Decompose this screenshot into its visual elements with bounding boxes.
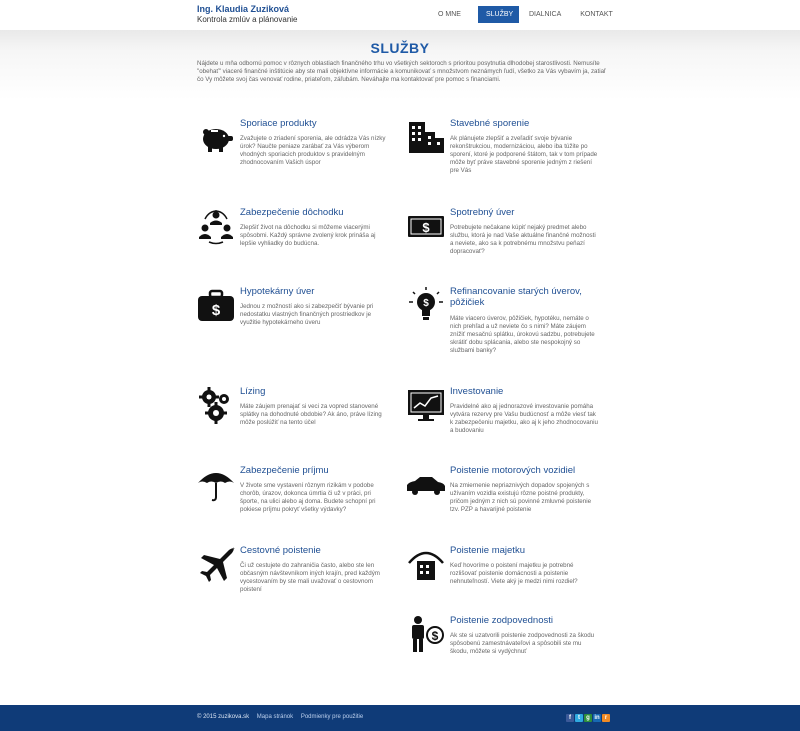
service-desc: Zlepšiť život na dôchodku si môžeme viacerými spôsobmi. Každý správne zvolený krok prináša aj lepšie vyhliadky do budúcna.: [240, 224, 376, 247]
service-title[interactable]: Poistenie zodpovednosti: [450, 615, 553, 626]
page-title: SLUŽBY: [370, 40, 430, 56]
top-bar: [0, 0, 800, 30]
service-title[interactable]: Zabezpečenie dôchodku: [240, 207, 344, 218]
svg-text:$: $: [431, 629, 439, 643]
svg-text:$: $: [422, 220, 430, 235]
service-title[interactable]: Zabezpečenie príjmu: [240, 465, 329, 476]
service-title[interactable]: Refinancovanie starých úverov, pôžičiek: [450, 286, 582, 308]
footer-link-sitemap[interactable]: Mapa stránok: [256, 714, 294, 720]
service-title[interactable]: Poistenie majetku: [450, 545, 525, 556]
service-desc: Máte záujem prenajať si veci za vopred stanovené splátky na dohodnuté obdobie? Ak áno, práve lízing môže poslúžiť na tento účel: [240, 403, 382, 426]
footer: [0, 705, 800, 731]
service-desc: Ak plánujete zlepšiť a zveľadiť svoje bývanie rekonštrukciou, modernizáciou, alebo iba túžite po sporení, ktoré je podporené štátom, tak v tom prípade môže byť práve stavebné sporenie jedným z riešení pre Vás: [450, 135, 598, 174]
nav-item-kontakt[interactable]: KONTAKT: [580, 11, 613, 18]
service-desc: V živote sme vystavení rôznym rizikám v podobe chorôb, úrazov, dokonca úmrtia či už v práci, pri športe, na ulici alebo aj doma. Budete schopní pri pokiese príjmu pokryť všetky výdavky?: [240, 482, 376, 513]
service-desc: Keď hovoríme o poistení majetku je potrebné rozlišovať poistenie domácnosti a poistenie nehnuteľností. Viete aký je medzi nimi rozdiel?: [450, 562, 578, 585]
googleplus-icon[interactable]: g: [584, 714, 592, 722]
piggy-bank-icon: [197, 118, 235, 156]
copyright: © 2015 zuzikova.sk: [197, 714, 250, 720]
brand-name[interactable]: Ing. Klaudia Zuziková: [197, 4, 290, 14]
main-nav: [430, 6, 621, 23]
footer-link-terms[interactable]: Podmienky pre použitie: [300, 714, 364, 720]
service-desc: Máte viacero úverov, pôžičiek, hypotéku, nemáte o nich prehľad a už neviete čo s nimi? Máte záujem znížiť mesačnú splátku, úrokovú sadzbu, potrebujete skrátiť dobu splácania, alebo ste nespokojný so službami banky?: [450, 315, 595, 354]
gears-icon: [197, 386, 235, 424]
page-intro: Nájdete u mňa odbornú pomoc v rôznych oblastiach finančného trhu vo všetkých sektoroch s prioritou posytnutia dlhodobej starostlivosti. Nemusíte "obehať" viaceré finančné inštitúcie aby ste mali objektívne informácie a komunikovať s množstvom neznámych ľudí, všetko za Vás vybavím ja, zatiaľ čo Vy môžete svoj čas venovať rodine, priateľom, záľubám. Neváhajte ma kontaktovať pre pomoc s financiami.: [197, 60, 606, 83]
nav-item-dialnica[interactable]: DIALNICA: [528, 11, 562, 18]
linkedin-icon[interactable]: in: [594, 715, 600, 721]
car-icon: [407, 465, 445, 503]
house-shield-icon: [407, 545, 445, 583]
nav-item-sluzby[interactable]: SLUŽBY: [478, 6, 519, 23]
service-desc: Potrebujete nečakane kúpiť nejaký predmet alebo službu, ktorá je nad Vaše aktuálne finančné možnosti a neviete, ako sa k potrebnému množstvu peňazí dopracovať?: [450, 224, 596, 255]
lightbulb-dollar-icon: [407, 286, 445, 324]
footer-text: [197, 714, 363, 720]
service-desc: Pravidelné ako aj jednorazové investovanie pomáha vytvára rezervy pre Vašu budúcnosť a môže viesť tak k zabezpečeniu majetku, ako aj k jeho zhodnocovaniu a budovaniu: [450, 403, 598, 434]
umbrella-icon: [197, 465, 235, 503]
service-title[interactable]: Cestovné poistenie: [240, 545, 321, 556]
airplane-icon: [197, 545, 235, 583]
service-desc: Ak ste si uzatvorili poistenie zodpovednosti za škodu spôsobenú zamestnávateľovi a spôsobili ste mu škodu, môžete si vydýchnuť: [450, 632, 595, 655]
service-desc: Jednou z možností ako si zabezpečiť bývanie pri nedostatku vlastných finančných prostriedkov je využitie hypotekárneho úveru: [240, 303, 374, 326]
twitter-icon[interactable]: t: [575, 714, 583, 722]
service-title[interactable]: Investovanie: [450, 386, 504, 397]
service-title[interactable]: Lízing: [240, 386, 266, 397]
service-desc: Zvažujete o zriadení sporenia, ale odrádza Vás nízky úrok? Naučte peniaze zarábať za Vás výberom vhodných sporiacich produktov s pravidelným zhodnocovaním Vašich úspor: [240, 135, 386, 166]
service-title[interactable]: Sporiace produkty: [240, 118, 317, 129]
social-links: [566, 714, 611, 722]
service-title[interactable]: Spotrebný úver: [450, 207, 515, 218]
people-cycle-icon: [197, 207, 235, 245]
monitor-chart-icon: [407, 386, 445, 424]
service-title[interactable]: Stavebné sporenie: [450, 118, 530, 129]
money-bag-icon: [197, 286, 235, 324]
brand-tagline: Kontrola zmlúv a plánovanie: [197, 15, 298, 24]
service-desc: Na zmiernenie nepriaznivých dopadov spojených s užívaním vozidla existujú rôzne poistné produkty, pričom jedným z nich sú povinné zmluvné poistenie tzv. PZP a havarijné poistenie: [450, 482, 592, 513]
service-desc: Či už cestujete do zahraničia často, alebo ste len občasným návštevníkom iných krajín, pred každým vycestovaním by ste mali uvažovať o cestovnom poistení: [240, 562, 380, 593]
service-title[interactable]: Hypotekárny úver: [240, 286, 315, 297]
brand[interactable]: [197, 4, 298, 25]
service-title[interactable]: Poistenie motorových vozidiel: [450, 465, 576, 476]
buildings-icon: [407, 118, 445, 156]
person-dollar-icon: [407, 615, 445, 653]
nav-item-o-mne[interactable]: O MNE: [438, 11, 461, 18]
rss-icon[interactable]: r: [602, 714, 610, 722]
facebook-icon[interactable]: f: [566, 714, 574, 722]
svg-text:$: $: [423, 298, 429, 309]
banknote-icon: [407, 207, 445, 245]
svg-text:$: $: [211, 302, 221, 319]
